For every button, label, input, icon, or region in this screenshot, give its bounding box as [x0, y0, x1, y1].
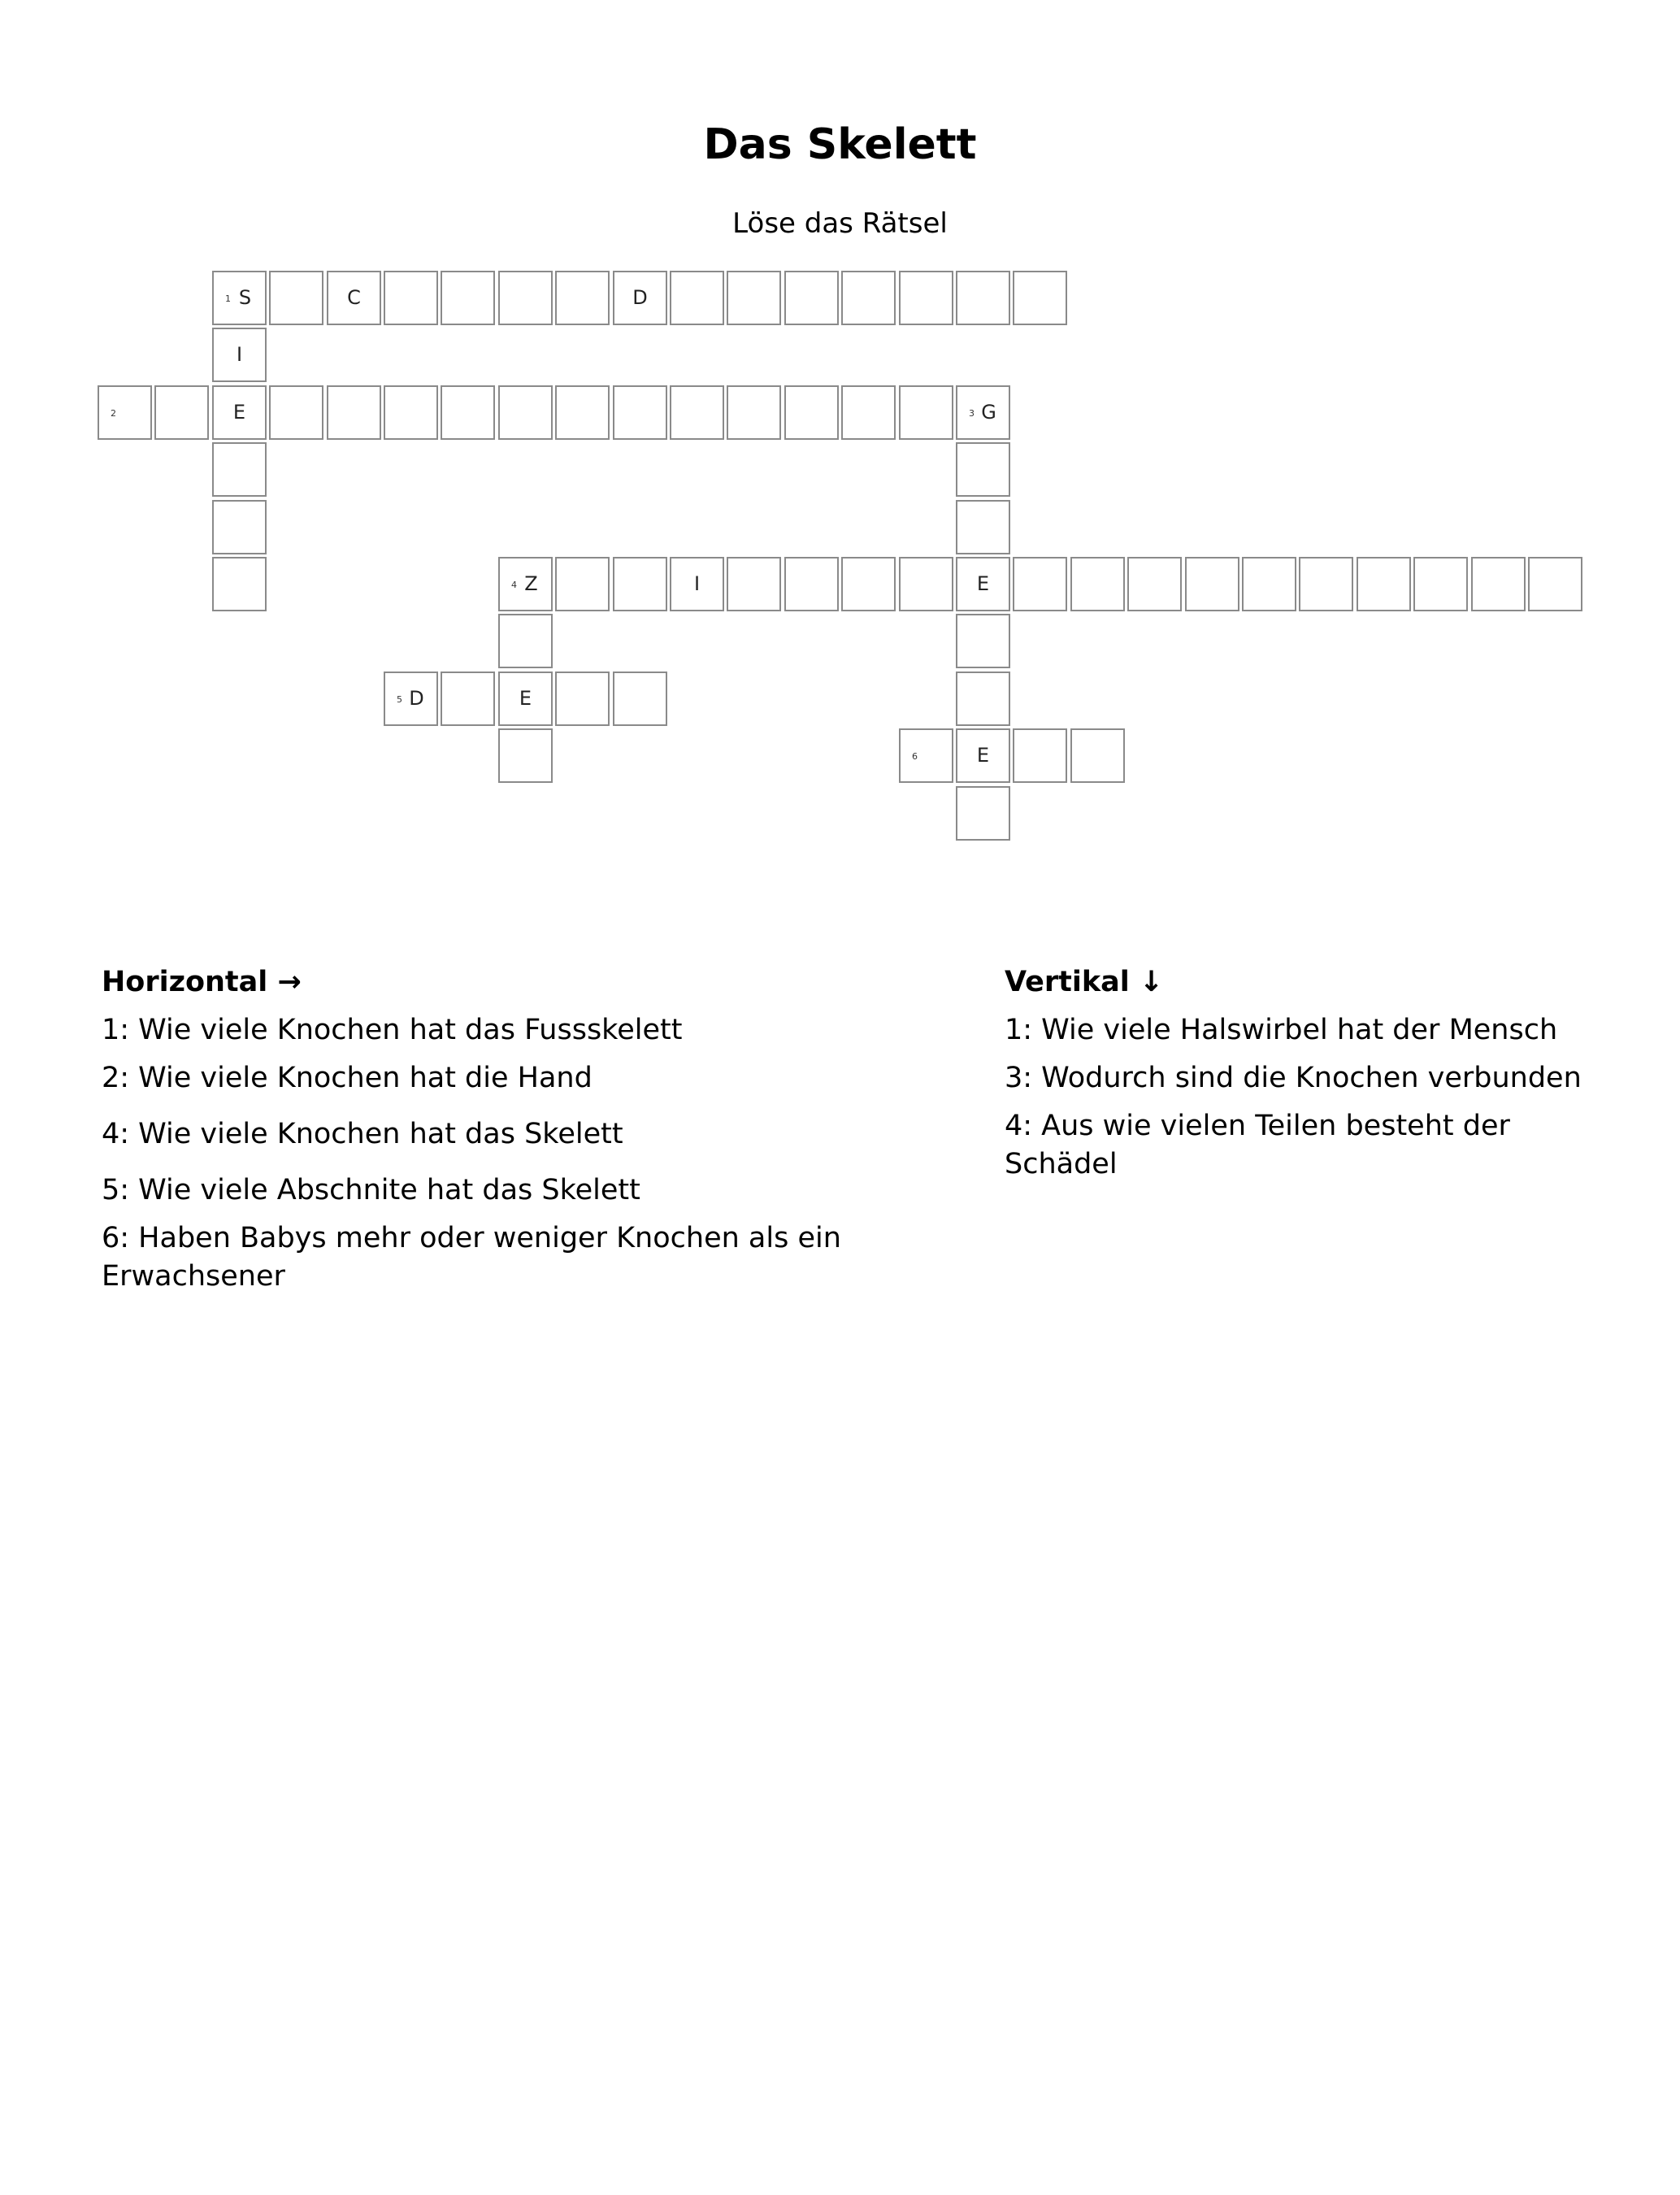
crossword-cell[interactable] [327, 271, 381, 325]
cell-letter: E [976, 572, 990, 595]
crossword-cell[interactable] [1013, 728, 1067, 783]
clue-across: 1: Wie viele Knochen hat das Fussskelett [102, 1014, 683, 1046]
crossword-cell[interactable] [841, 557, 896, 611]
crossword-cell[interactable] [1185, 557, 1239, 611]
crossword-cell[interactable] [1299, 557, 1353, 611]
crossword-cell[interactable] [384, 385, 438, 440]
crossword-cell[interactable] [670, 557, 724, 611]
crossword-cell[interactable] [613, 271, 667, 325]
crossword-cell[interactable] [1013, 557, 1067, 611]
crossword-cell[interactable] [841, 271, 896, 325]
crossword-cell[interactable] [899, 728, 953, 783]
crossword-cell[interactable] [555, 557, 610, 611]
crossword-cell[interactable] [956, 385, 1010, 440]
crossword-cell[interactable] [956, 271, 1010, 325]
crossword-cell[interactable] [212, 271, 267, 325]
crossword-cell[interactable] [899, 385, 953, 440]
crossword-cell[interactable] [1013, 271, 1067, 325]
crossword-cell[interactable] [384, 271, 438, 325]
crossword-cell[interactable] [269, 385, 323, 440]
clue-down: 4: Aus wie vielen Teilen besteht der Schädel [1005, 1110, 1510, 1180]
cell-letter: Z [524, 572, 538, 595]
crossword-cell[interactable] [670, 385, 724, 440]
cell-letter: E [519, 687, 532, 710]
crossword-cell[interactable] [1413, 557, 1468, 611]
crossword-cell[interactable] [956, 557, 1010, 611]
page-title: Das Skelett [703, 120, 977, 169]
crossword-cell[interactable] [327, 385, 381, 440]
crossword-cell[interactable] [498, 728, 553, 783]
crossword-cell[interactable] [269, 271, 323, 325]
crossword-cell[interactable] [613, 672, 667, 726]
crossword-cell[interactable] [384, 672, 438, 726]
crossword-grid [0, 0, 1680, 894]
clue-across: 5: Wie viele Abschnite hat das Skelett [102, 1174, 640, 1206]
clue-number: 2 [111, 408, 116, 419]
clue-number: 4 [511, 580, 517, 590]
crossword-cell[interactable] [956, 442, 1010, 497]
crossword-cell[interactable] [498, 271, 553, 325]
crossword-cell[interactable] [1070, 728, 1125, 783]
clue-number: 6 [912, 751, 918, 762]
crossword-cell[interactable] [498, 385, 553, 440]
page-subtitle: Löse das Rätsel [732, 207, 948, 240]
crossword-cell[interactable] [212, 442, 267, 497]
crossword-cell[interactable] [1127, 557, 1182, 611]
crossword-cell[interactable] [899, 557, 953, 611]
crossword-cell[interactable] [1070, 557, 1125, 611]
cell-letter: D [409, 687, 424, 710]
clue-down: 3: Wodurch sind die Knochen verbunden [1005, 1062, 1582, 1094]
crossword-cell[interactable] [1471, 557, 1526, 611]
crossword-cell[interactable] [727, 271, 781, 325]
clues-across-heading: Horizontal → [102, 966, 302, 998]
clue-across: 2: Wie viele Knochen hat die Hand [102, 1062, 593, 1094]
clues-down [1005, 963, 1606, 1193]
crossword-cell[interactable] [441, 271, 495, 325]
cell-letter: E [976, 744, 990, 767]
clues-across [102, 963, 857, 1306]
crossword-cell[interactable] [727, 557, 781, 611]
clue-number: 3 [969, 408, 975, 419]
crossword-cell[interactable] [98, 385, 152, 440]
crossword-cell[interactable] [956, 672, 1010, 726]
cell-letter: S [238, 286, 252, 309]
crossword-cell[interactable] [784, 271, 839, 325]
crossword-cell[interactable] [212, 328, 267, 382]
crossword-cell[interactable] [441, 672, 495, 726]
clues-down-heading: Vertikal ↓ [1005, 966, 1164, 998]
crossword-cell[interactable] [784, 557, 839, 611]
crossword-cell[interactable] [1242, 557, 1296, 611]
crossword-cell[interactable] [784, 385, 839, 440]
clue-across: 6: Haben Babys mehr oder weniger Knochen als ein Erwachsener [102, 1222, 841, 1293]
crossword-cell[interactable] [498, 614, 553, 668]
crossword-cell[interactable] [956, 500, 1010, 554]
clue-across: 4: Wie viele Knochen hat das Skelett [102, 1118, 623, 1150]
cell-letter: E [232, 401, 246, 424]
crossword-cell[interactable] [555, 672, 610, 726]
cell-letter: I [236, 343, 243, 366]
crossword-cell[interactable] [498, 557, 553, 611]
crossword-cell[interactable] [956, 614, 1010, 668]
crossword-cell[interactable] [498, 672, 553, 726]
cell-letter: I [693, 572, 701, 595]
crossword-cell[interactable] [613, 557, 667, 611]
crossword-cell[interactable] [212, 385, 267, 440]
crossword-cell[interactable] [212, 500, 267, 554]
crossword-cell[interactable] [956, 728, 1010, 783]
crossword-cell[interactable] [670, 271, 724, 325]
clue-number: 1 [225, 293, 231, 304]
crossword-cell[interactable] [154, 385, 209, 440]
cell-letter: D [632, 286, 648, 309]
cell-letter: G [981, 401, 996, 424]
crossword-cell[interactable] [1357, 557, 1411, 611]
crossword-cell[interactable] [899, 271, 953, 325]
crossword-cell[interactable] [1528, 557, 1582, 611]
crossword-cell[interactable] [841, 385, 896, 440]
crossword-cell[interactable] [727, 385, 781, 440]
crossword-cell[interactable] [956, 786, 1010, 841]
crossword-cell[interactable] [555, 385, 610, 440]
clue-down: 1: Wie viele Halswirbel hat der Mensch [1005, 1014, 1558, 1046]
crossword-cell[interactable] [212, 557, 267, 611]
clue-number: 5 [397, 694, 402, 705]
crossword-cell[interactable] [555, 271, 610, 325]
cell-letter: C [347, 286, 361, 309]
crossword-cell[interactable] [441, 385, 495, 440]
crossword-cell[interactable] [613, 385, 667, 440]
